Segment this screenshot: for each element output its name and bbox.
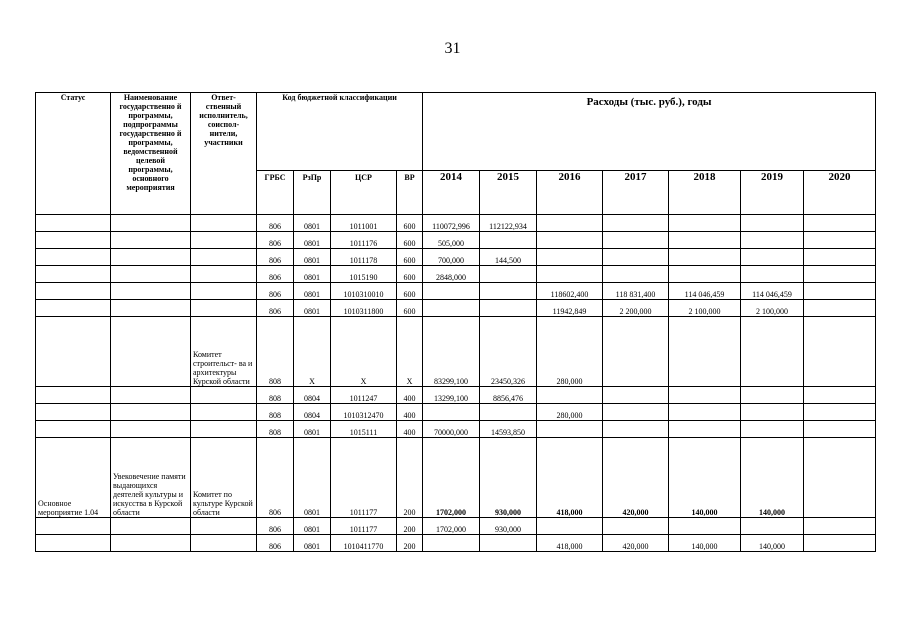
cell-amount bbox=[537, 215, 603, 232]
cell-status bbox=[36, 283, 111, 300]
cell-vr: 200 bbox=[397, 438, 423, 518]
cell-amount bbox=[480, 283, 537, 300]
cell-csr: 1010311800 bbox=[331, 300, 397, 317]
cell-amount: 505,000 bbox=[423, 232, 480, 249]
cell-executor bbox=[191, 387, 257, 404]
cell-amount: 114 046,459 bbox=[669, 283, 741, 300]
table-row bbox=[36, 215, 876, 232]
cell-name: Увековечение памяти выдающихся деятелей культуры и искусства в Курской области bbox=[111, 438, 191, 518]
cell-amount bbox=[669, 387, 741, 404]
cell-amount: 280,000 bbox=[537, 317, 603, 387]
cell-status bbox=[36, 421, 111, 438]
cell-amount: 112122,934 bbox=[480, 215, 537, 232]
cell-vr: 600 bbox=[397, 232, 423, 249]
cell-amount bbox=[669, 518, 741, 535]
cell-executor bbox=[191, 249, 257, 266]
cell-grbs: 806 bbox=[257, 232, 294, 249]
cell-amount bbox=[741, 317, 804, 387]
cell-amount bbox=[537, 518, 603, 535]
header-rzpr: РзПр bbox=[294, 171, 331, 215]
cell-executor bbox=[191, 421, 257, 438]
cell-amount bbox=[669, 266, 741, 283]
cell-grbs: 806 bbox=[257, 300, 294, 317]
cell-amount bbox=[669, 249, 741, 266]
table-row bbox=[36, 300, 876, 317]
cell-amount bbox=[741, 404, 804, 421]
cell-rzpr: 0804 bbox=[294, 404, 331, 421]
cell-amount bbox=[741, 249, 804, 266]
cell-rzpr: 0801 bbox=[294, 283, 331, 300]
cell-vr: 200 bbox=[397, 535, 423, 552]
cell-executor bbox=[191, 535, 257, 552]
cell-vr: 600 bbox=[397, 283, 423, 300]
cell-executor bbox=[191, 266, 257, 283]
cell-amount: 110072,996 bbox=[423, 215, 480, 232]
cell-csr: 1015111 bbox=[331, 421, 397, 438]
cell-amount: 14593,850 bbox=[480, 421, 537, 438]
cell-rzpr: 0801 bbox=[294, 421, 331, 438]
cell-csr: 1011176 bbox=[331, 232, 397, 249]
cell-grbs: 808 bbox=[257, 421, 294, 438]
cell-amount bbox=[669, 317, 741, 387]
cell-amount bbox=[603, 421, 669, 438]
cell-amount: 418,000 bbox=[537, 535, 603, 552]
cell-name bbox=[111, 317, 191, 387]
cell-rzpr: 0801 bbox=[294, 232, 331, 249]
cell-amount bbox=[804, 283, 876, 300]
cell-status bbox=[36, 518, 111, 535]
header-expenses: Расходы (тыс. руб.), годы bbox=[423, 93, 876, 171]
cell-csr: 1011001 bbox=[331, 215, 397, 232]
header-name: Наименование государственно й программы, подпрограммы государственно й программы, ведомственной целевой программы, основного мероприятия bbox=[111, 93, 191, 215]
cell-amount: 140,000 bbox=[741, 438, 804, 518]
budget-table bbox=[35, 92, 876, 552]
cell-amount bbox=[603, 249, 669, 266]
cell-amount bbox=[480, 266, 537, 283]
cell-vr: 600 bbox=[397, 249, 423, 266]
table-row bbox=[36, 232, 876, 249]
cell-amount bbox=[741, 518, 804, 535]
table-row bbox=[36, 266, 876, 283]
cell-rzpr: 0801 bbox=[294, 438, 331, 518]
cell-vr: 600 bbox=[397, 266, 423, 283]
cell-status bbox=[36, 317, 111, 387]
cell-amount bbox=[669, 404, 741, 421]
header-vr: ВР bbox=[397, 171, 423, 215]
cell-amount bbox=[603, 404, 669, 421]
cell-amount: 140,000 bbox=[669, 535, 741, 552]
cell-vr: Х bbox=[397, 317, 423, 387]
cell-grbs: 806 bbox=[257, 518, 294, 535]
cell-csr: 1010312470 bbox=[331, 404, 397, 421]
cell-rzpr: 0801 bbox=[294, 535, 331, 552]
cell-executor bbox=[191, 215, 257, 232]
cell-amount bbox=[804, 518, 876, 535]
cell-name bbox=[111, 518, 191, 535]
table-row bbox=[36, 283, 876, 300]
cell-amount: 930,000 bbox=[480, 438, 537, 518]
cell-csr: 1011177 bbox=[331, 518, 397, 535]
cell-name bbox=[111, 215, 191, 232]
cell-status bbox=[36, 404, 111, 421]
table-row bbox=[36, 421, 876, 438]
page-number: 31 bbox=[444, 40, 461, 57]
cell-rzpr: 0801 bbox=[294, 266, 331, 283]
cell-amount bbox=[537, 232, 603, 249]
header-year: 2014 bbox=[423, 171, 480, 215]
cell-amount: 700,000 bbox=[423, 249, 480, 266]
cell-executor bbox=[191, 232, 257, 249]
cell-grbs: 806 bbox=[257, 283, 294, 300]
cell-status bbox=[36, 215, 111, 232]
cell-rzpr: Х bbox=[294, 317, 331, 387]
header-year: 2020 bbox=[804, 171, 876, 215]
cell-name bbox=[111, 300, 191, 317]
cell-amount bbox=[669, 232, 741, 249]
cell-status bbox=[36, 249, 111, 266]
header-csr: ЦСР bbox=[331, 171, 397, 215]
cell-csr: 1015190 bbox=[331, 266, 397, 283]
cell-amount bbox=[669, 421, 741, 438]
cell-rzpr: 0801 bbox=[294, 249, 331, 266]
cell-amount bbox=[741, 266, 804, 283]
cell-grbs: 806 bbox=[257, 438, 294, 518]
cell-amount: 70000,000 bbox=[423, 421, 480, 438]
table-row bbox=[36, 438, 876, 518]
table-row bbox=[36, 387, 876, 404]
header-executor: Ответ- ственный исполнитель, соиспол- нители, участники bbox=[191, 93, 257, 215]
cell-amount: 114 046,459 bbox=[741, 283, 804, 300]
cell-amount bbox=[741, 215, 804, 232]
cell-executor: Комитет по культуре Курской области bbox=[191, 438, 257, 518]
cell-amount bbox=[804, 266, 876, 283]
cell-grbs: 806 bbox=[257, 215, 294, 232]
header-status: Статус bbox=[36, 93, 111, 215]
cell-name bbox=[111, 535, 191, 552]
header-year: 2018 bbox=[669, 171, 741, 215]
cell-csr: 1011178 bbox=[331, 249, 397, 266]
cell-name bbox=[111, 421, 191, 438]
cell-executor: Комитет строительст- ва и архитектуры Курской области bbox=[191, 317, 257, 387]
cell-rzpr: 0801 bbox=[294, 518, 331, 535]
cell-amount bbox=[804, 421, 876, 438]
cell-amount bbox=[603, 387, 669, 404]
cell-amount bbox=[741, 421, 804, 438]
header-year: 2016 bbox=[537, 171, 603, 215]
cell-csr: 1011177 bbox=[331, 438, 397, 518]
cell-executor bbox=[191, 404, 257, 421]
cell-amount: 118602,400 bbox=[537, 283, 603, 300]
cell-csr: 1010411770 bbox=[331, 535, 397, 552]
cell-executor bbox=[191, 518, 257, 535]
cell-amount bbox=[480, 535, 537, 552]
cell-grbs: 806 bbox=[257, 249, 294, 266]
cell-amount: 2 100,000 bbox=[741, 300, 804, 317]
cell-amount bbox=[423, 300, 480, 317]
cell-vr: 400 bbox=[397, 404, 423, 421]
cell-amount bbox=[804, 438, 876, 518]
cell-csr: 1010310010 bbox=[331, 283, 397, 300]
cell-amount: 11942,849 bbox=[537, 300, 603, 317]
cell-vr: 400 bbox=[397, 421, 423, 438]
cell-rzpr: 0801 bbox=[294, 300, 331, 317]
cell-amount: 930,000 bbox=[480, 518, 537, 535]
cell-vr: 600 bbox=[397, 300, 423, 317]
cell-rzpr: 0801 bbox=[294, 215, 331, 232]
cell-amount: 280,000 bbox=[537, 404, 603, 421]
table-body bbox=[36, 215, 876, 552]
header-year: 2015 bbox=[480, 171, 537, 215]
cell-status bbox=[36, 535, 111, 552]
cell-amount bbox=[741, 232, 804, 249]
header-year: 2017 bbox=[603, 171, 669, 215]
cell-amount: 2 200,000 bbox=[603, 300, 669, 317]
cell-amount: 420,000 bbox=[603, 535, 669, 552]
cell-amount bbox=[603, 232, 669, 249]
cell-amount: 140,000 bbox=[669, 438, 741, 518]
cell-grbs: 806 bbox=[257, 535, 294, 552]
cell-rzpr: 0804 bbox=[294, 387, 331, 404]
header-grbs: ГРБС bbox=[257, 171, 294, 215]
cell-status: Основное мероприятие 1.04 bbox=[36, 438, 111, 518]
cell-amount bbox=[804, 317, 876, 387]
cell-amount: 2848,000 bbox=[423, 266, 480, 283]
cell-amount bbox=[480, 300, 537, 317]
header-year: 2019 bbox=[741, 171, 804, 215]
cell-amount bbox=[804, 215, 876, 232]
cell-amount bbox=[804, 535, 876, 552]
cell-status bbox=[36, 232, 111, 249]
cell-amount bbox=[603, 266, 669, 283]
cell-amount bbox=[603, 518, 669, 535]
table-row bbox=[36, 249, 876, 266]
cell-amount bbox=[603, 215, 669, 232]
cell-name bbox=[111, 232, 191, 249]
cell-amount bbox=[741, 387, 804, 404]
cell-amount bbox=[480, 404, 537, 421]
cell-csr: Х bbox=[331, 317, 397, 387]
cell-amount bbox=[804, 232, 876, 249]
cell-amount: 118 831,400 bbox=[603, 283, 669, 300]
cell-amount: 420,000 bbox=[603, 438, 669, 518]
cell-amount bbox=[537, 387, 603, 404]
cell-amount: 1702,000 bbox=[423, 438, 480, 518]
cell-amount: 1702,000 bbox=[423, 518, 480, 535]
cell-name bbox=[111, 387, 191, 404]
cell-grbs: 808 bbox=[257, 387, 294, 404]
table-row bbox=[36, 404, 876, 421]
cell-name bbox=[111, 283, 191, 300]
cell-amount: 83299,100 bbox=[423, 317, 480, 387]
cell-amount bbox=[423, 404, 480, 421]
cell-amount: 418,000 bbox=[537, 438, 603, 518]
cell-amount bbox=[480, 232, 537, 249]
cell-amount bbox=[804, 404, 876, 421]
cell-status bbox=[36, 300, 111, 317]
cell-amount bbox=[537, 421, 603, 438]
table-row bbox=[36, 535, 876, 552]
cell-grbs: 806 bbox=[257, 266, 294, 283]
header-budget-code: Код бюджетной классификации bbox=[257, 93, 423, 171]
cell-amount: 13299,100 bbox=[423, 387, 480, 404]
cell-amount: 140,000 bbox=[741, 535, 804, 552]
cell-amount bbox=[669, 215, 741, 232]
table-row bbox=[36, 317, 876, 387]
cell-amount bbox=[537, 266, 603, 283]
cell-name bbox=[111, 266, 191, 283]
cell-amount: 23450,326 bbox=[480, 317, 537, 387]
cell-amount: 144,500 bbox=[480, 249, 537, 266]
cell-csr: 1011247 bbox=[331, 387, 397, 404]
cell-grbs: 808 bbox=[257, 404, 294, 421]
cell-status bbox=[36, 266, 111, 283]
cell-amount bbox=[804, 300, 876, 317]
cell-amount bbox=[537, 249, 603, 266]
cell-status bbox=[36, 387, 111, 404]
cell-vr: 200 bbox=[397, 518, 423, 535]
cell-amount: 8856,476 bbox=[480, 387, 537, 404]
cell-name bbox=[111, 404, 191, 421]
cell-grbs: 808 bbox=[257, 317, 294, 387]
cell-vr: 400 bbox=[397, 387, 423, 404]
cell-amount bbox=[804, 249, 876, 266]
cell-amount bbox=[423, 535, 480, 552]
cell-amount: 2 100,000 bbox=[669, 300, 741, 317]
cell-amount bbox=[804, 387, 876, 404]
cell-amount bbox=[423, 283, 480, 300]
cell-vr: 600 bbox=[397, 215, 423, 232]
cell-executor bbox=[191, 300, 257, 317]
cell-amount bbox=[603, 317, 669, 387]
cell-executor bbox=[191, 283, 257, 300]
table-row bbox=[36, 518, 876, 535]
cell-name bbox=[111, 249, 191, 266]
